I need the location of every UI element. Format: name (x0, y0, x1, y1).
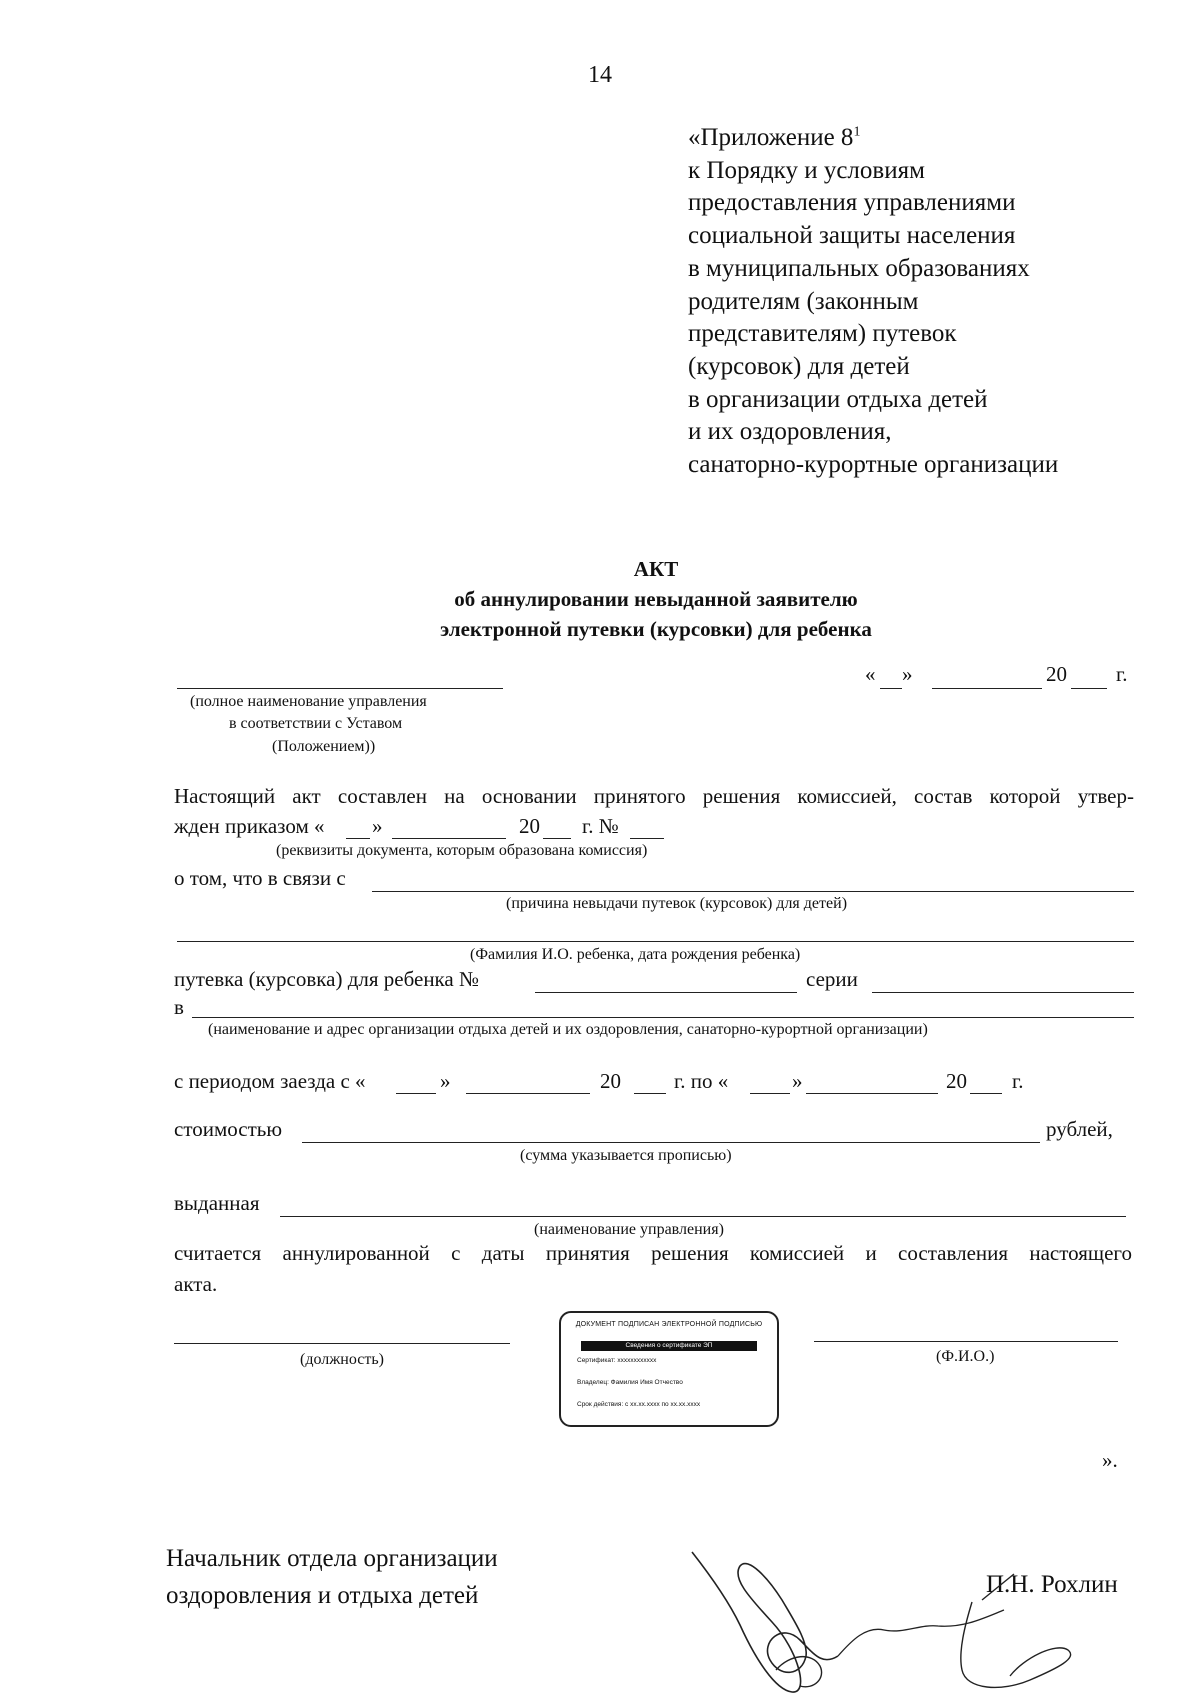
appendix-line: и их оздоровления, (688, 418, 892, 446)
appendix-line: в организации отдыха детей (688, 385, 988, 413)
period-label-b: » (440, 1069, 451, 1093)
period-label-g: г. (1012, 1069, 1024, 1093)
series-label: серии (806, 967, 858, 991)
signatory-position-line-2: оздоровления и отдыха детей (166, 1582, 479, 1609)
period-label-e: » (792, 1069, 803, 1093)
org-name-field[interactable] (177, 688, 503, 689)
appendix-line: в муниципальных образованиях (688, 254, 1030, 282)
position-caption: (должность) (300, 1351, 384, 1368)
electronic-signature-stamp (559, 1311, 779, 1427)
period-label-f: 20 (946, 1069, 967, 1093)
period-start-day-field[interactable] (396, 1093, 436, 1094)
order-number-field[interactable] (630, 838, 664, 839)
period-label-d: г. по « (674, 1069, 729, 1093)
issued-caption: (наименование управления) (534, 1221, 724, 1238)
position-field[interactable] (174, 1343, 510, 1344)
stamp-title: ДОКУМЕНТ ПОДПИСАН ЭЛЕКТРОННОЙ ПОДПИСЬЮ (575, 1321, 763, 1328)
appendix-line: родителям (законным (688, 287, 919, 315)
title-line-2: об аннулировании невыданной заявителю (454, 587, 858, 611)
issued-label: выданная (174, 1191, 260, 1215)
period-end-day-field[interactable] (750, 1093, 790, 1094)
title-line-3: электронной путевки (курсовки) для ребенка (440, 617, 872, 641)
reason-caption: (причина невыдачи путевок (курсовок) для детей) (506, 895, 848, 912)
appendix-line: социальной защиты населения (688, 222, 1016, 250)
period-start-year-field[interactable] (634, 1093, 666, 1094)
order-year-field[interactable] (543, 838, 571, 839)
period-start-month-field[interactable] (466, 1093, 590, 1094)
para1-line2-c: 20 (519, 814, 540, 838)
title-line-1: АКТ (633, 557, 679, 581)
stamp-certificate: Сертификат: хххххххххххх (577, 1357, 657, 1364)
para1-line2-b: » (372, 814, 383, 838)
series-field[interactable] (872, 992, 1134, 993)
period-end-year-field[interactable] (970, 1093, 1002, 1094)
stamp-validity: Срок действия: с хх.хх.хххх по хх.хх.хххх (577, 1401, 701, 1408)
page-number: 14 (588, 62, 612, 88)
appendix-line (688, 122, 1058, 155)
final-line-1: считается аннулированной с даты принятия решения комиссией и составления настоящего (174, 1241, 1132, 1265)
appendix-line: санаторно-курортные организации (688, 451, 1059, 479)
commission-caption: (реквизиты документа, которым образована комиссия) (276, 842, 648, 859)
stamp-owner: Владелец: Фамилия Имя Отчество (577, 1379, 683, 1386)
org-caption-1: (полное наименование управления (190, 693, 427, 710)
child-caption: (Фамилия И.О. ребенка, дата рождения ребенка) (470, 946, 801, 963)
org-caption-3: (Положением)) (272, 738, 376, 755)
document-title (0, 554, 1200, 644)
cost-unit: рублей, (1046, 1117, 1113, 1141)
date-day-field[interactable] (880, 688, 902, 689)
signatory-position (166, 1540, 498, 1614)
date-year-prefix: 20 (1046, 662, 1067, 686)
fio-field[interactable] (814, 1341, 1118, 1342)
appendix-line: предоставления управлениями (688, 189, 1016, 217)
date-year-suffix: г. (1116, 662, 1128, 686)
date-quote-close: » (902, 662, 913, 686)
cost-field[interactable] (302, 1142, 1040, 1143)
stamp-certificate-bar: Сведения о сертификате ЭП (581, 1341, 757, 1351)
appendix-header (688, 122, 1058, 482)
in-label: в (174, 995, 184, 1019)
period-end-month-field[interactable] (806, 1093, 938, 1094)
appendix-line: к Порядку и условиям (688, 156, 925, 184)
closing-quote: ». (1102, 1448, 1118, 1472)
signatory-position-line-1: Начальник отдела организации (166, 1545, 498, 1572)
appendix-superscript: 1 (853, 124, 861, 140)
date-quote-open: « (865, 662, 876, 686)
para1-line2-a: жден приказом « (174, 814, 325, 838)
appendix-line: (курсовок) для детей (688, 352, 910, 380)
order-month-field[interactable] (392, 838, 506, 839)
cost-label: стоимостью (174, 1117, 283, 1141)
reason-label: о том, что в связи с (174, 866, 346, 890)
period-label-a: с периодом заезда с « (174, 1069, 366, 1093)
organization-field[interactable] (192, 1017, 1134, 1018)
voucher-number-field[interactable] (535, 992, 797, 993)
order-day-field[interactable] (346, 838, 370, 839)
voucher-label: путевка (курсовка) для ребенка № (174, 967, 480, 991)
appendix-title: «Приложение 8 (688, 124, 854, 151)
appendix-line: представителям) путевок (688, 320, 957, 348)
date-month-field[interactable] (932, 688, 1042, 689)
reason-field[interactable] (372, 891, 1134, 892)
fio-caption: (Ф.И.О.) (936, 1348, 995, 1365)
cost-caption: (сумма указывается прописью) (520, 1147, 732, 1164)
organization-caption: (наименование и адрес организации отдыха детей и их оздоровления, санаторно-курортной организации) (208, 1021, 928, 1038)
issued-by-field[interactable] (280, 1216, 1126, 1217)
period-label-c: 20 (600, 1069, 621, 1093)
para1-line2-d: г. № (582, 814, 619, 838)
final-line-2: акта. (174, 1272, 218, 1296)
date-year-field[interactable] (1071, 688, 1107, 689)
signatory-name: П.Н. Рохлин (986, 1571, 1118, 1598)
child-name-field[interactable] (177, 941, 1134, 942)
handwritten-signature (680, 1530, 1110, 1695)
org-caption-2: в соответствии с Уставом (229, 715, 403, 732)
para1-line1: Настоящий акт составлен на основании принятого решения комиссией, состав которой утвер- (174, 784, 1134, 808)
